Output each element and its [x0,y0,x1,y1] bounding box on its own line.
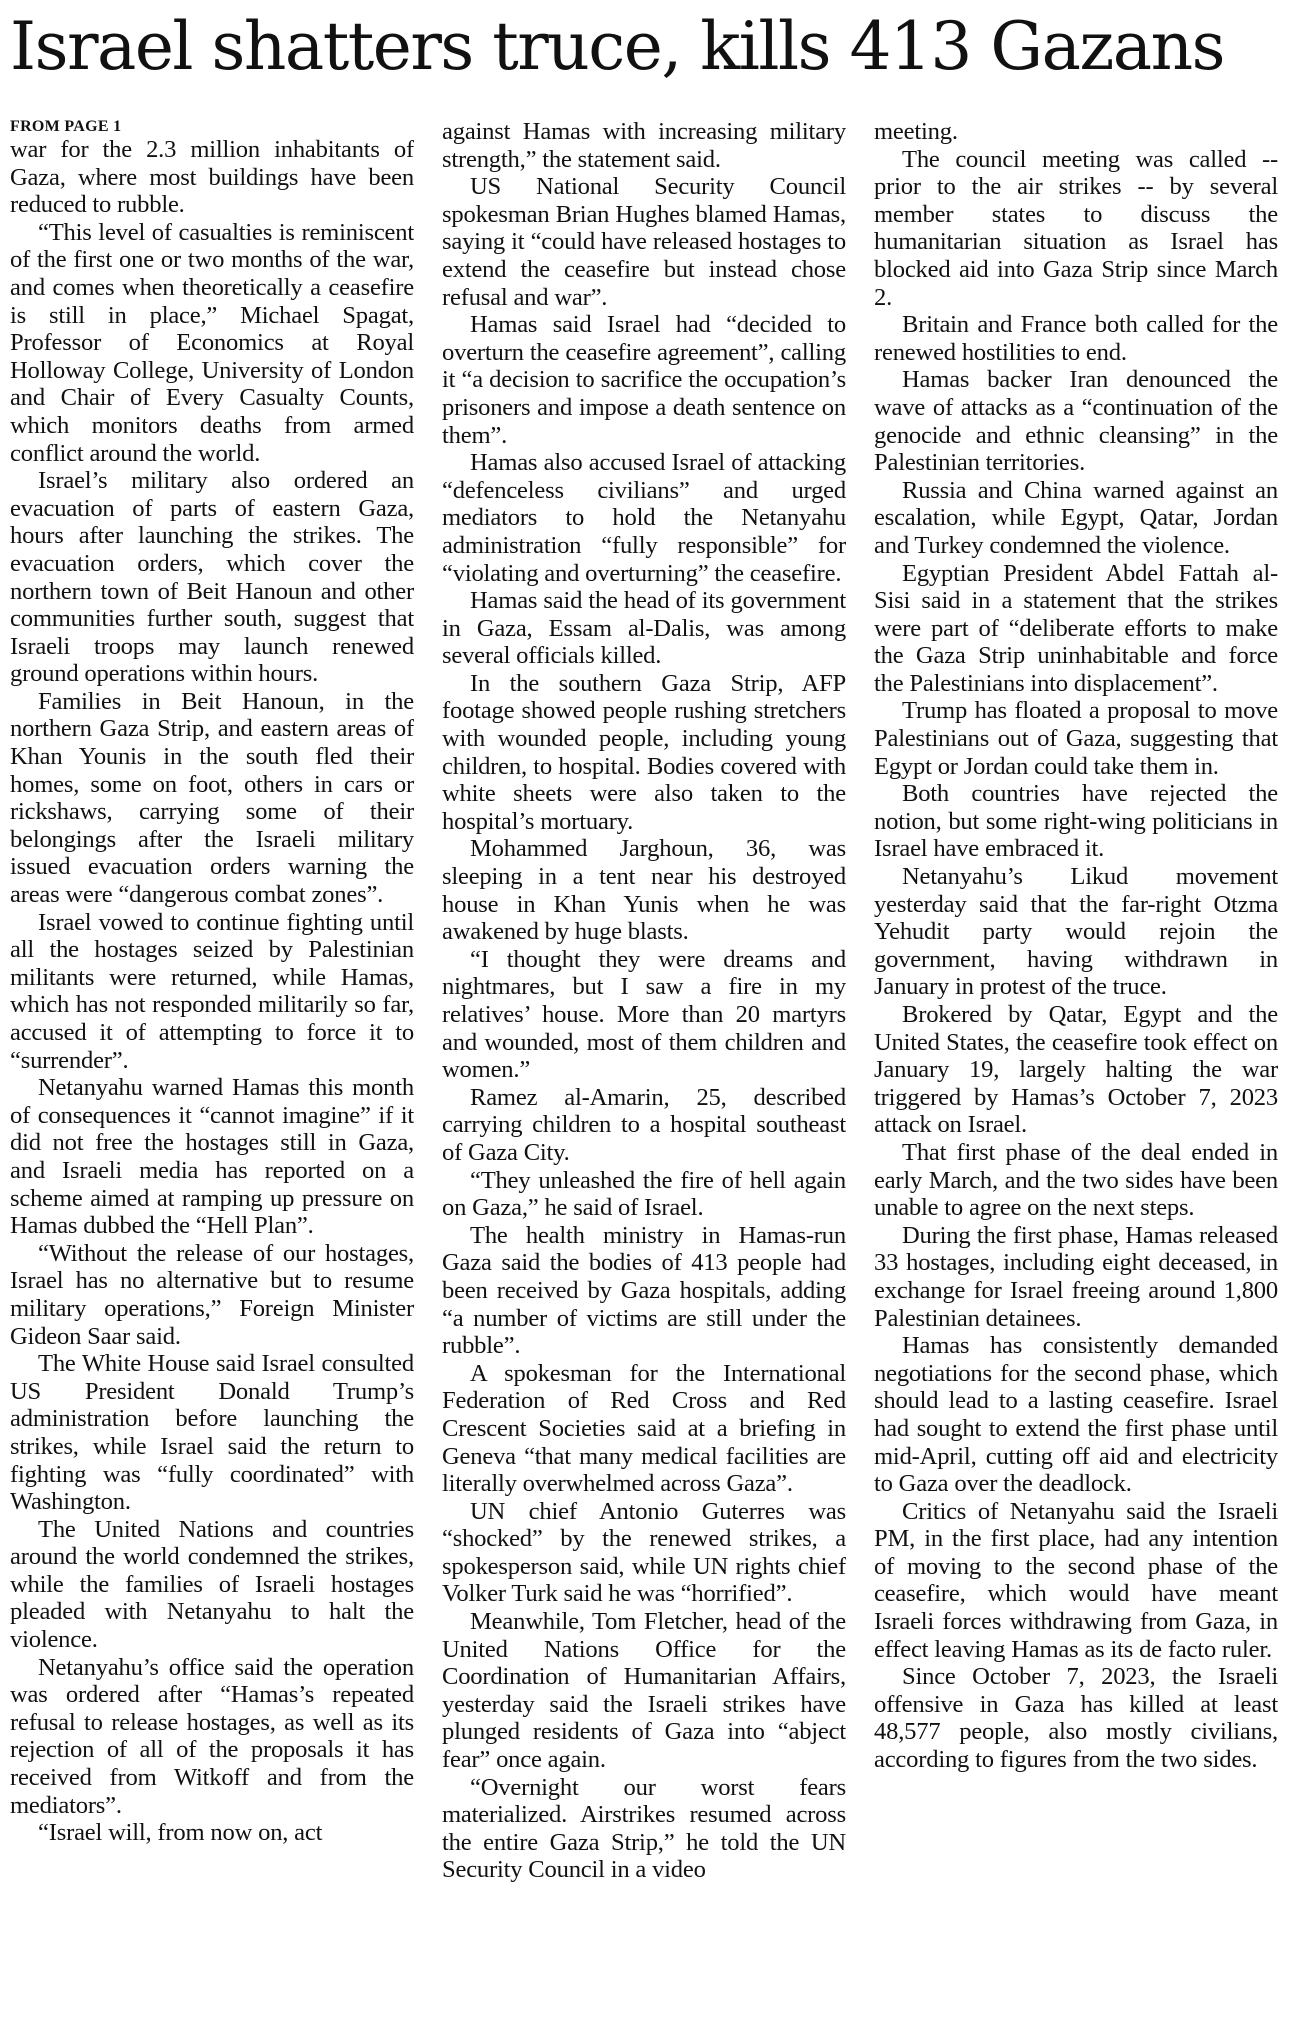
paragraph: That first phase of the deal ended in early March, and the two sides have been unable to agree on the next steps. [874,1138,1278,1222]
paragraph: Meanwhile, Tom Fletcher, head of the United Nations Office for the Coordination of Humanitarian Affairs, yesterday said the Israeli strikes have plunged residents of Gaza into “abject fear” once again. [442,1608,846,1774]
paragraph: Trump has floated a proposal to move Palestinians out of Gaza, suggesting that Egypt or Jordan could take them in. [874,697,1278,780]
paragraph: meeting. [874,118,958,145]
article-columns [10,118,1296,2018]
headline: Israel shatters truce, kills 413 Gazans [10,8,1224,85]
paragraph: Families in Beit Hanoun, in the northern Gaza Strip, and eastern areas of Khan Younis in the south fled their homes, some on foot, others in cars or rickshaws, carrying some of their belongings after the Israeli military issued evacuation orders warning the areas were “dangerous combat zones”. [10,687,414,909]
paragraph: “Without the release of our hostages, Israel has no alternative but to resume military operations,” Foreign Minister Gideon Saar said. [10,1239,414,1350]
continuation-kicker: FROM PAGE 1 [10,118,122,135]
paragraph: “This level of casualties is reminiscent of the first one or two months of the war, and comes when theoretically a ceasefire is still in place,” Michael Spagat, Professor of Economics at Royal Holloway College, University of London and Chair of Every Casualty Counts, which monitors deaths from armed conflict around the world. [10,218,414,467]
paragraph: “Israel will, from now on, act [38,1819,323,1847]
paragraph: Hamas said the head of its government in Gaza, Essam al-Dalis, was among several officials killed. [442,587,846,670]
paragraph: The White House said Israel consulted US President Donald Trump’s administration before launching the strikes, while Israel said the return to fighting was “fully coordinated” with Washington. [10,1350,414,1516]
paragraph: Netanyahu’s Likud movement yesterday said that the far-right Otzma Yehudit party would rejoin the government, having withdrawn in January in protest of the truce. [874,863,1278,1001]
column-1 [10,118,414,2018]
paragraph: Britain and France both called for the renewed hostilities to end. [874,311,1278,366]
paragraph: The health ministry in Hamas-run Gaza said the bodies of 413 people had been received by Gaza hospitals, adding “a number of victims are still under the rubble”. [442,1221,846,1360]
paragraph: In the southern Gaza Strip, AFP footage showed people rushing stretchers with wounded people, including young children, to hospital. Bodies covered with white sheets were also taken to the hospital’s mortuary. [442,669,846,835]
paragraph: Since October 7, 2023, the Israeli offensive in Gaza has killed at least 48,577 people, also mostly civilians, according to figures from the two sides. [874,1663,1278,1774]
paragraph: Hamas has consistently demanded negotiations for the second phase, which should lead to a lasting ceasefire. Israel had sought to extend the first phase until mid-April, cutting off aid and electricity to Gaza over the deadlock. [874,1332,1278,1498]
paragraph: Mohammed Jarghoun, 36, was sleeping in a tent near his destroyed house in Khan Yunis when he was awakened by huge blasts. [442,835,846,946]
paragraph: Hamas backer Iran denounced the wave of attacks as a “continuation of the genocide and ethnic cleansing” in the Palestinian territories. [874,366,1278,477]
paragraph: Both countries have rejected the notion, but some right-wing politicians in Israel have embraced it. [874,780,1278,863]
paragraph: Ramez al-Amarin, 25, described carrying children to a hospital southeast of Gaza City. [442,1083,846,1166]
paragraph: A spokesman for the International Federation of Red Cross and Red Crescent Societies said at a briefing in Geneva “that many medical facilities are literally overwhelmed across Gaza”. [442,1359,846,1498]
paragraph: Hamas said Israel had “decided to overturn the ceasefire agreement”, calling it “a decision to sacrifice the occupation’s prisoners and impose a death sentence on them”. [442,311,846,449]
paragraph: “I thought they were dreams and nightmares, but I saw a fire in my relatives’ house. More than 20 martyrs and wounded, most of them children and women.” [442,945,846,1084]
column-3 [874,118,1278,2018]
paragraph: US National Security Council spokesman Brian Hughes blamed Hamas, saying it “could have released hostages to extend the ceasefire but instead chose refusal and war”. [442,173,846,311]
column-2 [442,118,846,2018]
paragraph: UN chief Antonio Guterres was “shocked” by the renewed strikes, a spokesperson said, while UN rights chief Volker Turk said he was “horrified”. [442,1497,846,1608]
paragraph: Israel’s military also ordered an evacuation of parts of eastern Gaza, hours after launching the strikes. The evacuation orders, which cover the northern town of Beit Hanoun and other communities further south, suggest that Israeli troops may launch renewed ground operations within hours. [10,467,414,688]
paragraph: war for the 2.3 million inhabitants of Gaza, where most buildings have been reduced to rubble. [10,136,414,219]
paragraph: Netanyahu’s office said the operation was ordered after “Hamas’s repeated refusal to release hostages, as well as its rejection of all of the proposals it has received from Witkoff and from the mediators”. [10,1653,414,1819]
paragraph: Hamas also accused Israel of attacking “defenceless civilians” and urged mediators to hold the Netanyahu administration “fully responsible” for “violating and overturning” the ceasefire. [442,449,846,587]
paragraph: Israel vowed to continue fighting until all the hostages seized by Palestinian militants were returned, while Hamas, which has not responded militarily so far, accused it of attempting to force it to “surrender”. [10,908,414,1074]
paragraph: The council meeting was called -- prior to the air strikes -- by several member states to discuss the humanitarian situation as Israel has blocked aid into Gaza Strip since March 2. [874,145,1278,311]
paragraph: Russia and China warned against an escalation, while Egypt, Qatar, Jordan and Turkey condemned the violence. [874,476,1278,559]
paragraph: Brokered by Qatar, Egypt and the United States, the ceasefire took effect on January 19, largely halting the war triggered by Hamas’s October 7, 2023 attack on Israel. [874,1001,1278,1139]
paragraph: Critics of Netanyahu said the Israeli PM, in the first place, had any intention of moving to the second phase of the ceasefire, which would have meant Israeli forces withdrawing from Gaza, in effect leaving Hamas as its de facto ruler. [874,1497,1278,1663]
paragraph: Egyptian President Abdel Fattah al-Sisi said in a statement that the strikes were part of “deliberate efforts to make the Gaza Strip uninhabitable and force the Palestinians into displacement”. [874,559,1278,697]
paragraph: “Overnight our worst fears materialized. Airstrikes resumed across the entire Gaza Strip,” he told the UN Security Council in a video [442,1773,846,1884]
paragraph: During the first phase, Hamas released 33 hostages, including eight deceased, in exchange for Israel freeing around 1,800 Palestinian detainees. [874,1221,1278,1332]
paragraph: “They unleashed the fire of hell again on Gaza,” he said of Israel. [442,1166,846,1222]
paragraph: Netanyahu warned Hamas this month of consequences it “cannot imagine” if it did not free the hostages still in Gaza, and Israeli media has reported on a scheme aimed at ramping up pressure on Hamas dubbed the “Hell Plan”. [10,1074,414,1240]
paragraph: The United Nations and countries around the world condemned the strikes, while the families of Israeli hostages pleaded with Netanyahu to halt the violence. [10,1515,414,1654]
paragraph: against Hamas with increasing military strength,” the statement said. [442,118,846,173]
